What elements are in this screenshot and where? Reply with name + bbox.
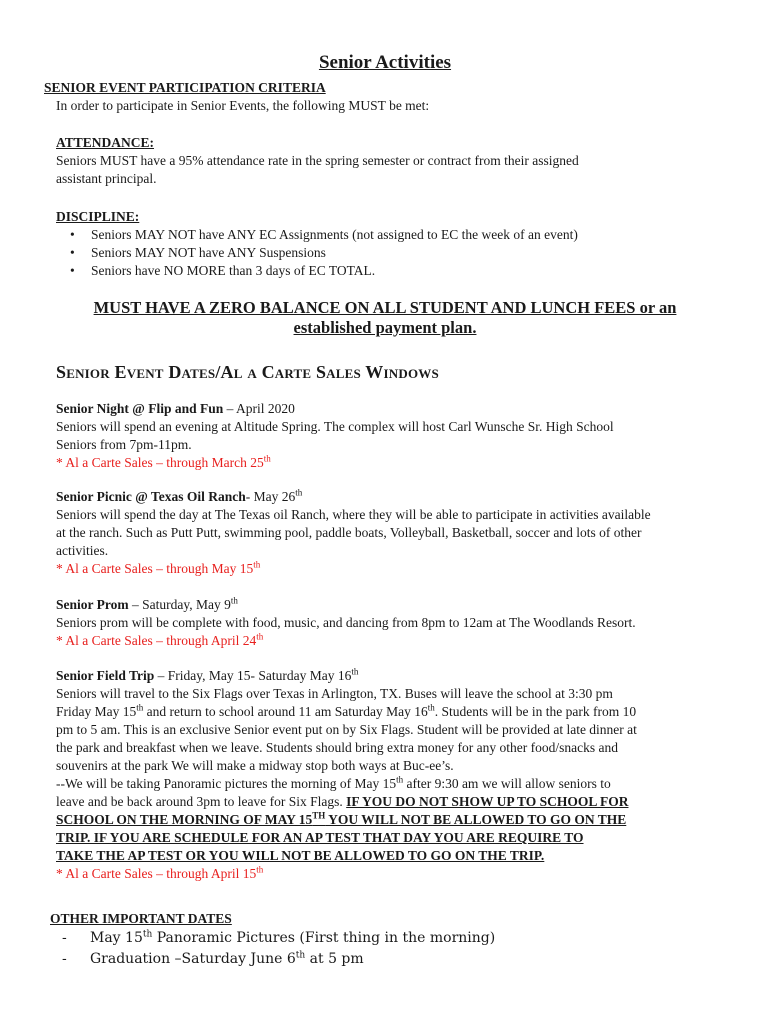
events-heading: Senior Event Dates/Al a Carte Sales Windows [56, 362, 439, 382]
event-senior-prom: Senior Prom – Saturday, May 9th Seniors prom will be complete with food, music, and dancing from 8pm to 12am at The Woodlands Resort. * Al a Carte Sales – through April 24th [56, 596, 756, 650]
event-date: – April 2020 [223, 401, 295, 416]
sales-window: * Al a Carte Sales – through May 15th [56, 559, 261, 576]
list-item: • Seniors MAY NOT have ANY EC Assignments (not assigned to EC the week of an event) [56, 226, 578, 244]
event-description: Seniors will travel to the Six Flags over Texas in Arlington, TX. Buses will leave the school at 3:30 pm [56, 686, 613, 701]
event-description: Seniors prom will be complete with food, music, and dancing from 8pm to 12am at The Woodlands Resort. [56, 615, 636, 630]
discipline-list [56, 226, 578, 280]
event-date: – Friday, May 15- Saturday May 16 [154, 668, 352, 683]
event-description: souvenirs at the park We will make a midway stop both ways at Buc-ee’s. [56, 758, 454, 773]
trip-warning: IF YOU DO NOT SHOW UP TO SCHOOL FOR [346, 794, 629, 809]
attendance-section [56, 134, 579, 188]
sales-window: * Al a Carte Sales – through April 15th [56, 864, 264, 881]
attendance-line: Seniors MUST have a 95% attendance rate in the spring semester or contract from their assigned [56, 153, 579, 168]
event-name: Senior Field Trip [56, 668, 155, 683]
balance-notice-line: established payment plan. [293, 318, 477, 337]
sales-window: * Al a Carte Sales – through March 25th [56, 453, 271, 470]
discipline-section [56, 208, 578, 280]
event-description: Seniors will spend an evening at Altitude Spring. The complex will host Carl Wunsche Sr. High School [56, 419, 614, 434]
event-name: Senior Picnic @ Texas Oil Ranch [56, 489, 246, 504]
event-description: Seniors will spend the day at The Texas oil Ranch, where they will be able to participate in activities available [56, 507, 651, 522]
event-description: Seniors from 7pm-11pm. [56, 437, 192, 452]
event-description: pm to 5 am. This is an exclusive Senior event put on by Six Flags. Student will be provided at late dinner at [56, 722, 637, 737]
event-description: leave and be back around 3pm to leave for Six Flags. IF YOU DO NOT SHOW UP TO SCHOOL FOR [56, 794, 629, 809]
list-item: - May 15th Panoramic Pictures (First thing in the morning) [52, 928, 750, 949]
event-description: Friday May 15th and return to school around 11 am Saturday May 16th. Students will be in the park from 10 [56, 702, 637, 719]
event-senior-night [56, 400, 756, 472]
list-item: • Seniors have NO MORE than 3 days of EC TOTAL. [56, 262, 578, 280]
attendance-heading: ATTENDANCE: [56, 135, 155, 150]
sales-window: * Al a Carte Sales – through April 24th [56, 631, 264, 648]
event-name: Senior Prom [56, 597, 129, 612]
page-title: Senior Activities [318, 52, 452, 73]
other-dates-section [50, 910, 750, 970]
trip-warning: SCHOOL ON THE MORNING OF MAY 15TH YOU WILL NOT BE ALLOWED TO GO ON THE [56, 810, 627, 827]
event-name: Senior Night @ Flip and Fun [56, 401, 224, 416]
balance-notice [0, 298, 770, 338]
event-senior-picnic: Senior Picnic @ Texas Oil Ranch- May 26th Seniors will spend the day at The Texas oil Ranch, where they will be able to participate in activities available at the ranch. Such as Putt Putt, swimming pool, paddle boats, Volleyball, Basketball, soccer and lots of other activities. * Al a Carte Sales – through May 15th [56, 488, 756, 578]
event-description: at the ranch. Such as Putt Putt, swimming pool, paddle boats, Volleyball, Basketball, soccer and lots of other [56, 525, 642, 540]
event-date: - May 26 [245, 489, 296, 504]
other-dates-heading: OTHER IMPORTANT DATES [50, 911, 232, 926]
balance-notice-line: MUST HAVE A ZERO BALANCE ON ALL STUDENT AND LUNCH FEES or an [93, 298, 677, 317]
event-senior-field-trip: Senior Field Trip – Friday, May 15- Saturday May 16th Seniors will travel to the Six Flags over Texas in Arlington, TX. Buses will leave the school at 3:30 pm Friday May 15th and return to school around 11 am Saturday May 16th. Students will be in the park from 10 pm to 5 am. This is an exclusive Senior event put on by Six Flags. Student will be provided at late dinner at the park and breakfast when we leave. Students should bring extra money for any other food/snacks and souvenirs at the park We will make a midway stop both ways at Buc-ee’s. --We will be taking Panoramic pictures the morning of May 15th after 9:30 am we will allow seniors to leave and be back around 3pm to leave for Six Flags. IF YOU DO NOT SHOW UP TO SCHOOL FOR SCHOOL ON THE MORNING OF MAY 15TH YOU WILL NOT BE ALLOWED TO GO ON THE TRIP. IF YOU ARE SCHEDULE FOR AN AP TEST THAT DAY YOU ARE REQUIRE TO TAKE THE AP TEST OR YOU WILL NOT BE ALLOWED TO GO ON THE TRIP. * Al a Carte Sales – through April 15th [56, 667, 756, 883]
trip-warning: TRIP. IF YOU ARE SCHEDULE FOR AN AP TEST THAT DAY YOU ARE REQUIRE TO [56, 830, 584, 845]
trip-warning: TAKE THE AP TEST OR YOU WILL NOT BE ALLOWED TO GO ON THE TRIP. [56, 848, 545, 863]
criteria-intro: In order to participate in Senior Events, the following MUST be met: [56, 98, 430, 113]
attendance-line: assistant principal. [56, 171, 157, 186]
criteria-heading: SENIOR EVENT PARTICIPATION CRITERIA [44, 80, 326, 95]
event-date: – Saturday, May 9 [128, 597, 231, 612]
event-description: --We will be taking Panoramic pictures the morning of May 15th after 9:30 am we will allow seniors to [56, 774, 611, 791]
list-item: - Graduation –Saturday June 6th at 5 pm [52, 949, 750, 970]
discipline-heading: DISCIPLINE: [56, 209, 140, 224]
event-description: activities. [56, 543, 109, 558]
list-item: • Seniors MAY NOT have ANY Suspensions [56, 244, 578, 262]
event-description: the park and breakfast when we leave. Students should bring extra money for any other food/snacks and [56, 740, 618, 755]
criteria-section [44, 79, 429, 115]
other-dates-list [52, 928, 750, 970]
